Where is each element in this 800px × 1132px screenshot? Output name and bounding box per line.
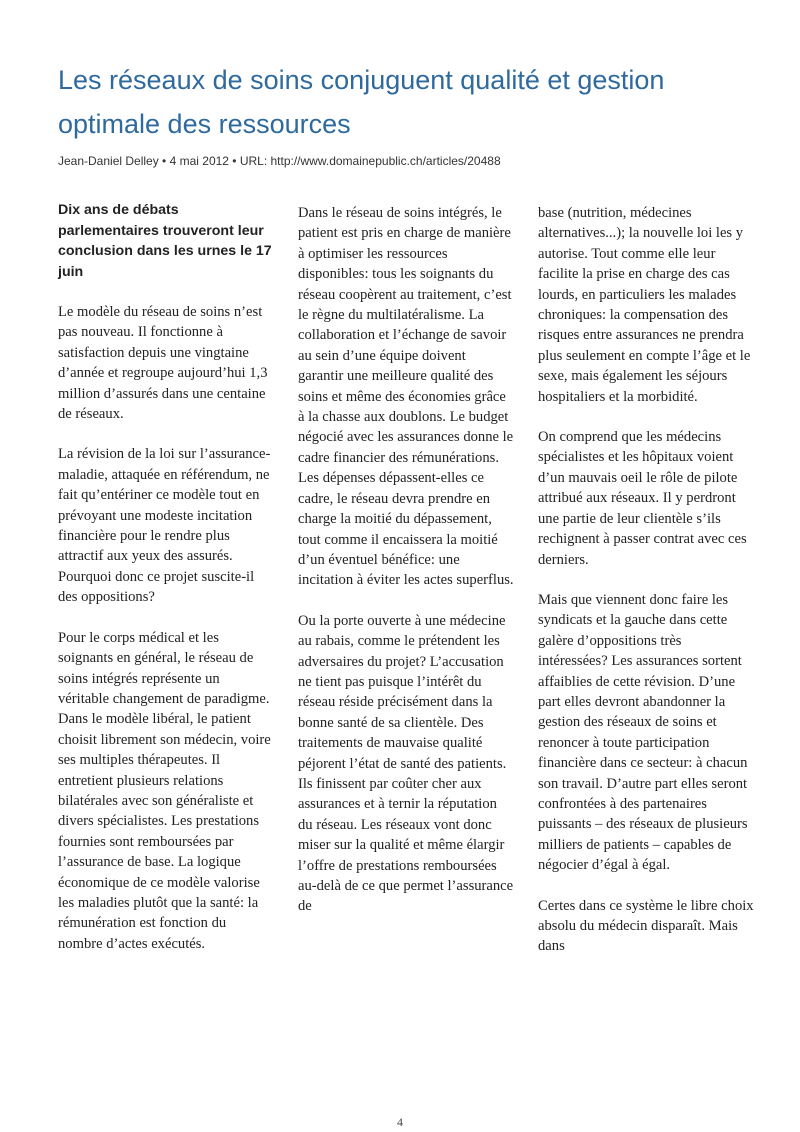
paragraph: base (nutrition, médecines alternatives...); la nouvelle loi les y autorise. Tout comme elle leur facilite la prise en charge des cas lourds, en particuliers les malades chroniques: la compensation des risques entre assurances ne prendra plus seulement en compte l’âge et le sexe, mais également les séjours hospitaliers et la morbidité. bbox=[538, 205, 751, 405]
text-column-3 bbox=[538, 203, 754, 977]
paragraph: Mais que viennent donc faire les syndicats et la gauche dans cette galère d’oppositions très intéressées? Les assurances sortent affaiblies de cette révision. D’une part elles devront abandonner la gestion des réseaux de soins et renoncer à toute participation financière dans ce secteur: à chacun son travail. D’autre part elles seront confrontées à des partenaires puissants – des réseaux de plusieurs milliers de patients – capables de négocier d’égal à égal. bbox=[538, 591, 748, 874]
paragraph: On comprend que les médecins spécialistes et les hôpitaux voient d’un mauvais oeil le rôle de pilote attribué aux réseaux. Il y perdront une partie de leur clientèle s’ils rechignent à passer contrat avec ces derniers. bbox=[538, 429, 747, 568]
article-title: Les réseaux de soins conjuguent qualité et gestion optimale des ressources bbox=[58, 65, 665, 139]
paragraph: Pour le corps médical et les soignants en général, le réseau de soins intégrés représente un véritable changement de paradigme. Dans le modèle libéral, le patient choisit librement son médecin, voire ses multiples thérapeutes. Il entretient plusieurs relations bilatérales avec son généraliste et divers spécialistes. Les prestations fournies sont remboursées par l’assurance de base. La logique économique de ce modèle valorise les maladies plutôt que la santé: la rémunération est fonction du nombre d’actes exécutés. bbox=[58, 629, 271, 952]
article-lead: Dix ans de débats parlementaires trouveront leur conclusion dans les urnes le 17 juin bbox=[58, 202, 272, 280]
paragraph: Dans le réseau de soins intégrés, le patient est pris en charge de manière à optimiser les ressources disponibles: tous les soignants du réseau coopèrent au traitement, c’est le règne du multilatéralisme. La collaboration et l’échange de savoir au sein d’une équipe doivent garantir une meilleure qualité des soins et même des économies grâce à la chasse aux doublons. Le budget négocié avec les assurances donne le cadre financier des rémunérations. Les dépenses dépassent-elles ce cadre, le réseau devra prendre en charge la moitié du dépassement, tout comme il encaissera la moitié d’un éventuel bénéfice: une incitation à éviter les actes superflus. bbox=[298, 205, 514, 589]
paragraph: La révision de la loi sur l’assurance-maladie, attaquée en référendum, ne fait qu’entériner ce modèle tout en prévoyant une modeste incitation financière pour le rendre plus attractif aux yeux des assurés. Pourquoi donc ce projet suscite-il des oppositions? bbox=[58, 446, 271, 606]
paragraph: Ou la porte ouverte à une médecine au rabais, comme le prétendent les adversaires du projet? L’accusation ne tient pas puisque l’intérêt du réseau réside précisément dans la bonne santé de sa clientèle. Des traitements de mauvaise qualité péjorent l’état de santé des patients. Ils finissent par coûter cher aux assurances et à ternir la réputation du réseau. Les réseaux vont donc miser sur la qualité et même élargir l’offre de prestations remboursées au-delà de ce que permet l’assurance de bbox=[298, 612, 514, 915]
article-byline: Jean-Daniel Delley • 4 mai 2012 • URL: http://www.domainepublic.ch/articles/20488 bbox=[58, 154, 501, 168]
paragraph: Le modèle du réseau de soins n’est pas nouveau. Il fonctionne à satisfaction depuis une vingtaine d’année et regroupe aujourd’hui 1,3 million d’assurés dans une centaine de réseaux. bbox=[58, 304, 268, 423]
page-number: 4 bbox=[397, 1115, 403, 1129]
paragraph: Certes dans ce système le libre choix absolu du médecin disparaît. Mais dans bbox=[538, 897, 754, 955]
text-column-1 bbox=[58, 200, 274, 974]
text-column-2 bbox=[298, 203, 514, 937]
